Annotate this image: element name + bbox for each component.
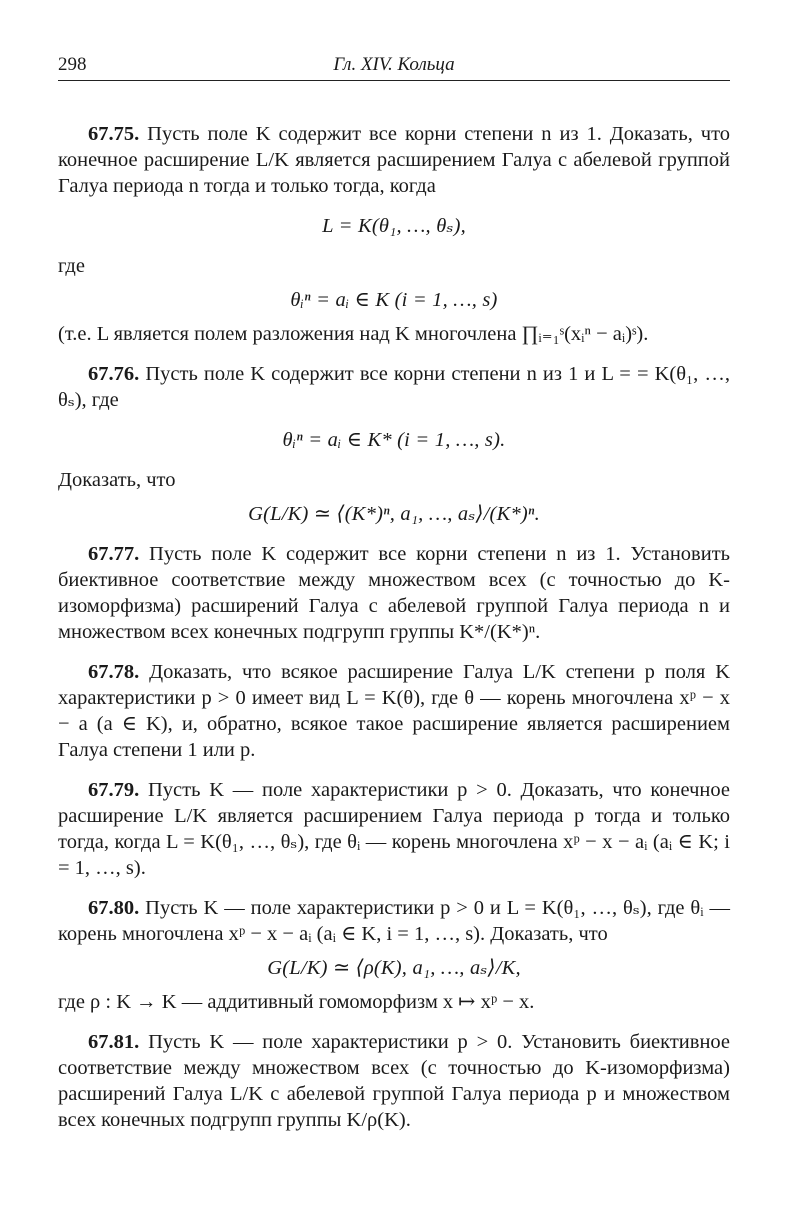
- problem-67-78: [58, 659, 730, 763]
- problem-text: где ρ : K → K — аддитивный гомоморфизм x ↦ xᵖ − x.: [58, 991, 535, 1013]
- problem-number: 67.75.: [88, 123, 140, 145]
- problem-67-81: [58, 1029, 730, 1133]
- problem-67-75: [58, 121, 730, 199]
- problem-number: 67.77.: [88, 543, 140, 565]
- problem-number: 67.79.: [88, 779, 140, 801]
- equation: L = K(θ₁, …, θₛ),: [322, 215, 466, 237]
- problem-67-80: [58, 895, 730, 947]
- problem-text: Пусть поле K содержит все корни степени n из 1. Доказать, что конечное расширение L/K является расширением Галуа с абелевой группой Галуа периода n тогда и только тогда, когда: [58, 123, 731, 197]
- equation: G(L/K) ≃ ⟨ρ(K), a₁, …, aₛ⟩/K,: [267, 957, 521, 979]
- page: [58, 52, 730, 1133]
- equation: G(L/K) ≃ ⟨(K*)ⁿ, a₁, …, aₛ⟩/(K*)ⁿ.: [248, 503, 540, 525]
- running-title: Гл. XIV. Кольца: [333, 54, 455, 75]
- problem-text: Пусть K — поле характеристики p > 0. Доказать, что конечное расширение L/K является расширением Галуа периода p тогда и только тогда, когда L = K(θ₁, …, θₛ), где θᵢ — корень многочлена xᵖ − x − aᵢ (aᵢ ∈ K; i = 1, …, s).: [58, 779, 730, 879]
- problem-text: (т.е. L является полем разложения над K многочлена ∏ᵢ₌₁ˢ(xᵢⁿ − aᵢ)ˢ).: [58, 323, 649, 345]
- problem-text: Доказать, что: [58, 469, 176, 491]
- problem-67-79: [58, 777, 730, 881]
- problem-number: 67.80.: [88, 897, 140, 919]
- problem-text: Пусть K — поле характеристики p > 0. Установить биективное соответствие между множеством всех (с точностью до K-изоморфизма) расширений Галуа L/K с абелевой группой Галуа периода p и множеством всех конечных подгрупп группы K/ρ(K).: [58, 1031, 731, 1131]
- page-body: [58, 121, 730, 1133]
- problem-text: где: [58, 255, 85, 277]
- problem-number: 67.78.: [88, 661, 140, 683]
- page-header: [58, 52, 730, 81]
- problem-text: Пусть поле K содержит все корни степени n из 1. Установить биективное соответствие между множеством всех (с точностью до K-изоморфизма) расширений Галуа с абелевой группой Галуа периода n и множеством всех конечных подгрупп группы K*/(K*)ⁿ.: [58, 543, 731, 643]
- problem-67-76: [58, 361, 730, 413]
- problem-text: Доказать, что всякое расширение Галуа L/K степени p поля K характеристики p > 0 имеет вид L = K(θ), где θ — корень многочлена xᵖ − x − a (a ∈ K), и, обратно, всякое такое расширение является расширением Галуа степени 1 или p.: [58, 661, 730, 761]
- problem-number: 67.81.: [88, 1031, 140, 1053]
- page-number: 298: [58, 54, 87, 75]
- problem-67-77: [58, 541, 730, 645]
- problem-number: 67.76.: [88, 363, 140, 385]
- problem-text: Пусть K — поле характеристики p > 0 и L = K(θ₁, …, θₛ), где θᵢ — корень многочлена xᵖ − x − aᵢ (aᵢ ∈ K, i = 1, …, s). Доказать, что: [58, 897, 730, 945]
- equation: θᵢⁿ = aᵢ ∈ K (i = 1, …, s): [290, 289, 498, 311]
- equation: θᵢⁿ = aᵢ ∈ K* (i = 1, …, s).: [282, 429, 506, 451]
- problem-text: Пусть поле K содержит все корни степени n из 1 и L = = K(θ₁, …, θₛ), где: [58, 363, 731, 411]
